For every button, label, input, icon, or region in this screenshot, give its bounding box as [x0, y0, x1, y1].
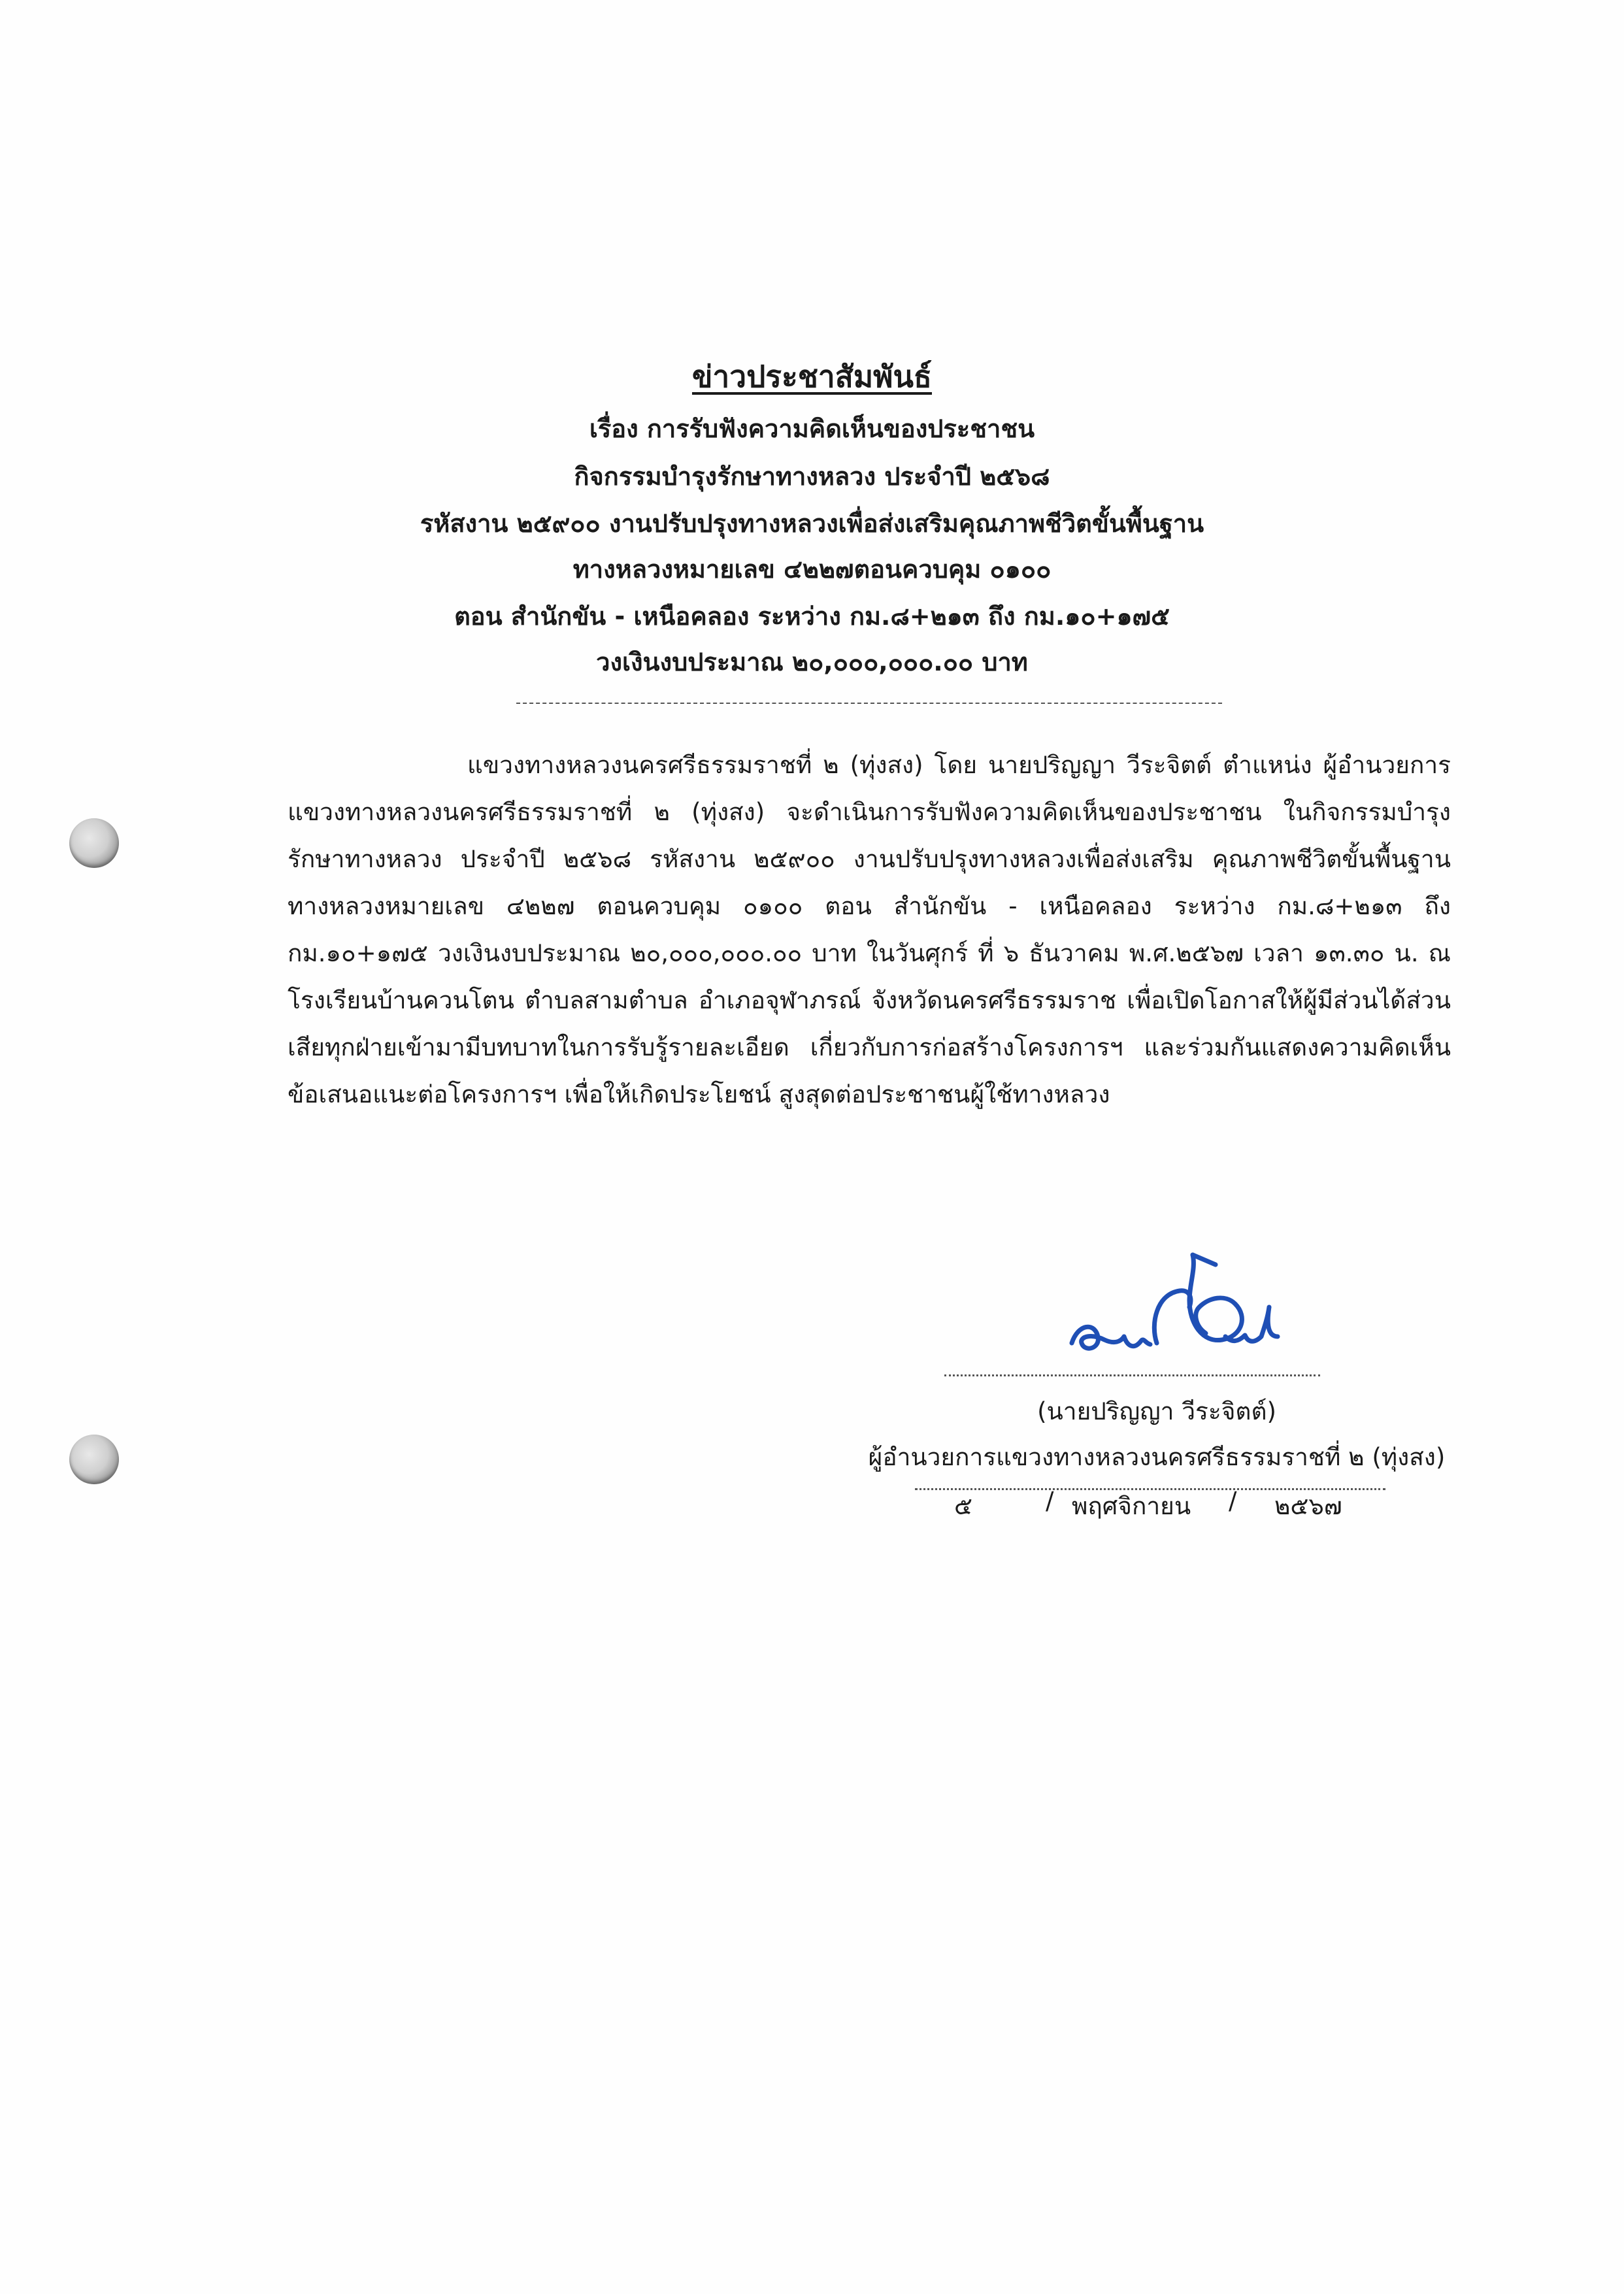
- date-month: พฤศจิกายน: [1072, 1492, 1191, 1520]
- document-title: ข่าวประชาสัมพันธ์: [691, 359, 932, 394]
- handwritten-signature: [1059, 1245, 1294, 1376]
- header-line-budget: วงเงินงบประมาณ ๒๐,๐๐๐,๐๐๐.๐๐ บาท: [596, 648, 1028, 676]
- date-separator: /: [1046, 1487, 1054, 1515]
- header-line-subject: เรื่อง การรับฟังความคิดเห็นของประชาชน: [589, 414, 1035, 443]
- date-day: ๕: [954, 1492, 973, 1520]
- date-separator: /: [1229, 1487, 1237, 1515]
- signatory-name: (นายปริญญา วีระจิตต์): [1037, 1397, 1276, 1425]
- body-paragraph: แขวงทางหลวงนครศรีธรรมราชที่ ๒ (ทุ่งสง) โดย นายปริญญา วีระจิตต์ ตำแหน่ง ผู้อำนวยการแขวงทางหลวงนครศรีธรรมราชที่ ๒ (ทุ่งสง) จะดำเนินการรับฟังความคิดเห็นของประชาชน ในกิจกรรมบำรุงรักษาทางหลวง ประจำปี ๒๕๖๘ รหัสงาน ๒๕๙๐๐ งานปรับปรุงทางหลวงเพื่อส่งเสริม คุณภาพชีวิตขั้นพื้นฐาน ทางหลวงหมายเลข ๔๒๒๗ ตอนควบคุม ๐๑๐๐ ตอน สำนักขัน - เหนือคลอง ระหว่าง กม.๘+๒๑๓ ถึง กม.๑๐+๑๗๕ วงเงินงบประมาณ ๒๐,๐๐๐,๐๐๐.๐๐ บาท ในวันศุกร์ ที่ ๖ ธันวาคม พ.ศ.๒๕๖๗ เวลา ๑๓.๓๐ น. ณ โรงเรียนบ้านควนโตน ตำบลสามตำบล อำเภอจุฬาภรณ์ จังหวัดนครศรีธรรมราช เพื่อเปิดโอกาสให้ผู้มีส่วนได้ส่วนเสียทุกฝ่ายเข้ามามีบทบาทในการรับรู้รายละเอียด เกี่ยวกับการก่อสร้างโครงการฯ และร่วมกันแสดงความคิดเห็น ข้อเสนอแนะต่อโครงการฯ เพื่อให้เกิดประโยชน์ สูงสุดต่อประชาชนผู้ใช้ทางหลวง: [288, 751, 1451, 1108]
- header-line-activity: กิจกรรมบำรุงรักษาทางหลวง ประจำปี ๒๕๖๘: [574, 462, 1050, 491]
- signature-line: [944, 1374, 1320, 1376]
- header-line-section: ตอน สำนักขัน - เหนือคลอง ระหว่าง กม.๘+๒๑๓ ถึง กม.๑๐+๑๗๕: [454, 602, 1170, 631]
- header-line-work-code: รหัสงาน ๒๕๙๐๐ งานปรับปรุงทางหลวงเพื่อส่งเสริมคุณภาพชีวิตขั้นพื้นฐาน: [420, 509, 1204, 538]
- punch-hole: [69, 1435, 119, 1484]
- signature-date: [915, 1487, 1385, 1520]
- date-year: ๒๕๖๗: [1274, 1492, 1342, 1520]
- header-line-highway: ทางหลวงหมายเลข ๔๒๒๗ตอนควบคุม ๐๑๐๐: [572, 555, 1052, 584]
- separator-line: [516, 703, 1222, 704]
- signatory-position: ผู้อำนวยการแขวงทางหลวงนครศรีธรรมราชที่ ๒ (ทุ่งสง): [868, 1443, 1446, 1471]
- punch-hole: [69, 818, 119, 868]
